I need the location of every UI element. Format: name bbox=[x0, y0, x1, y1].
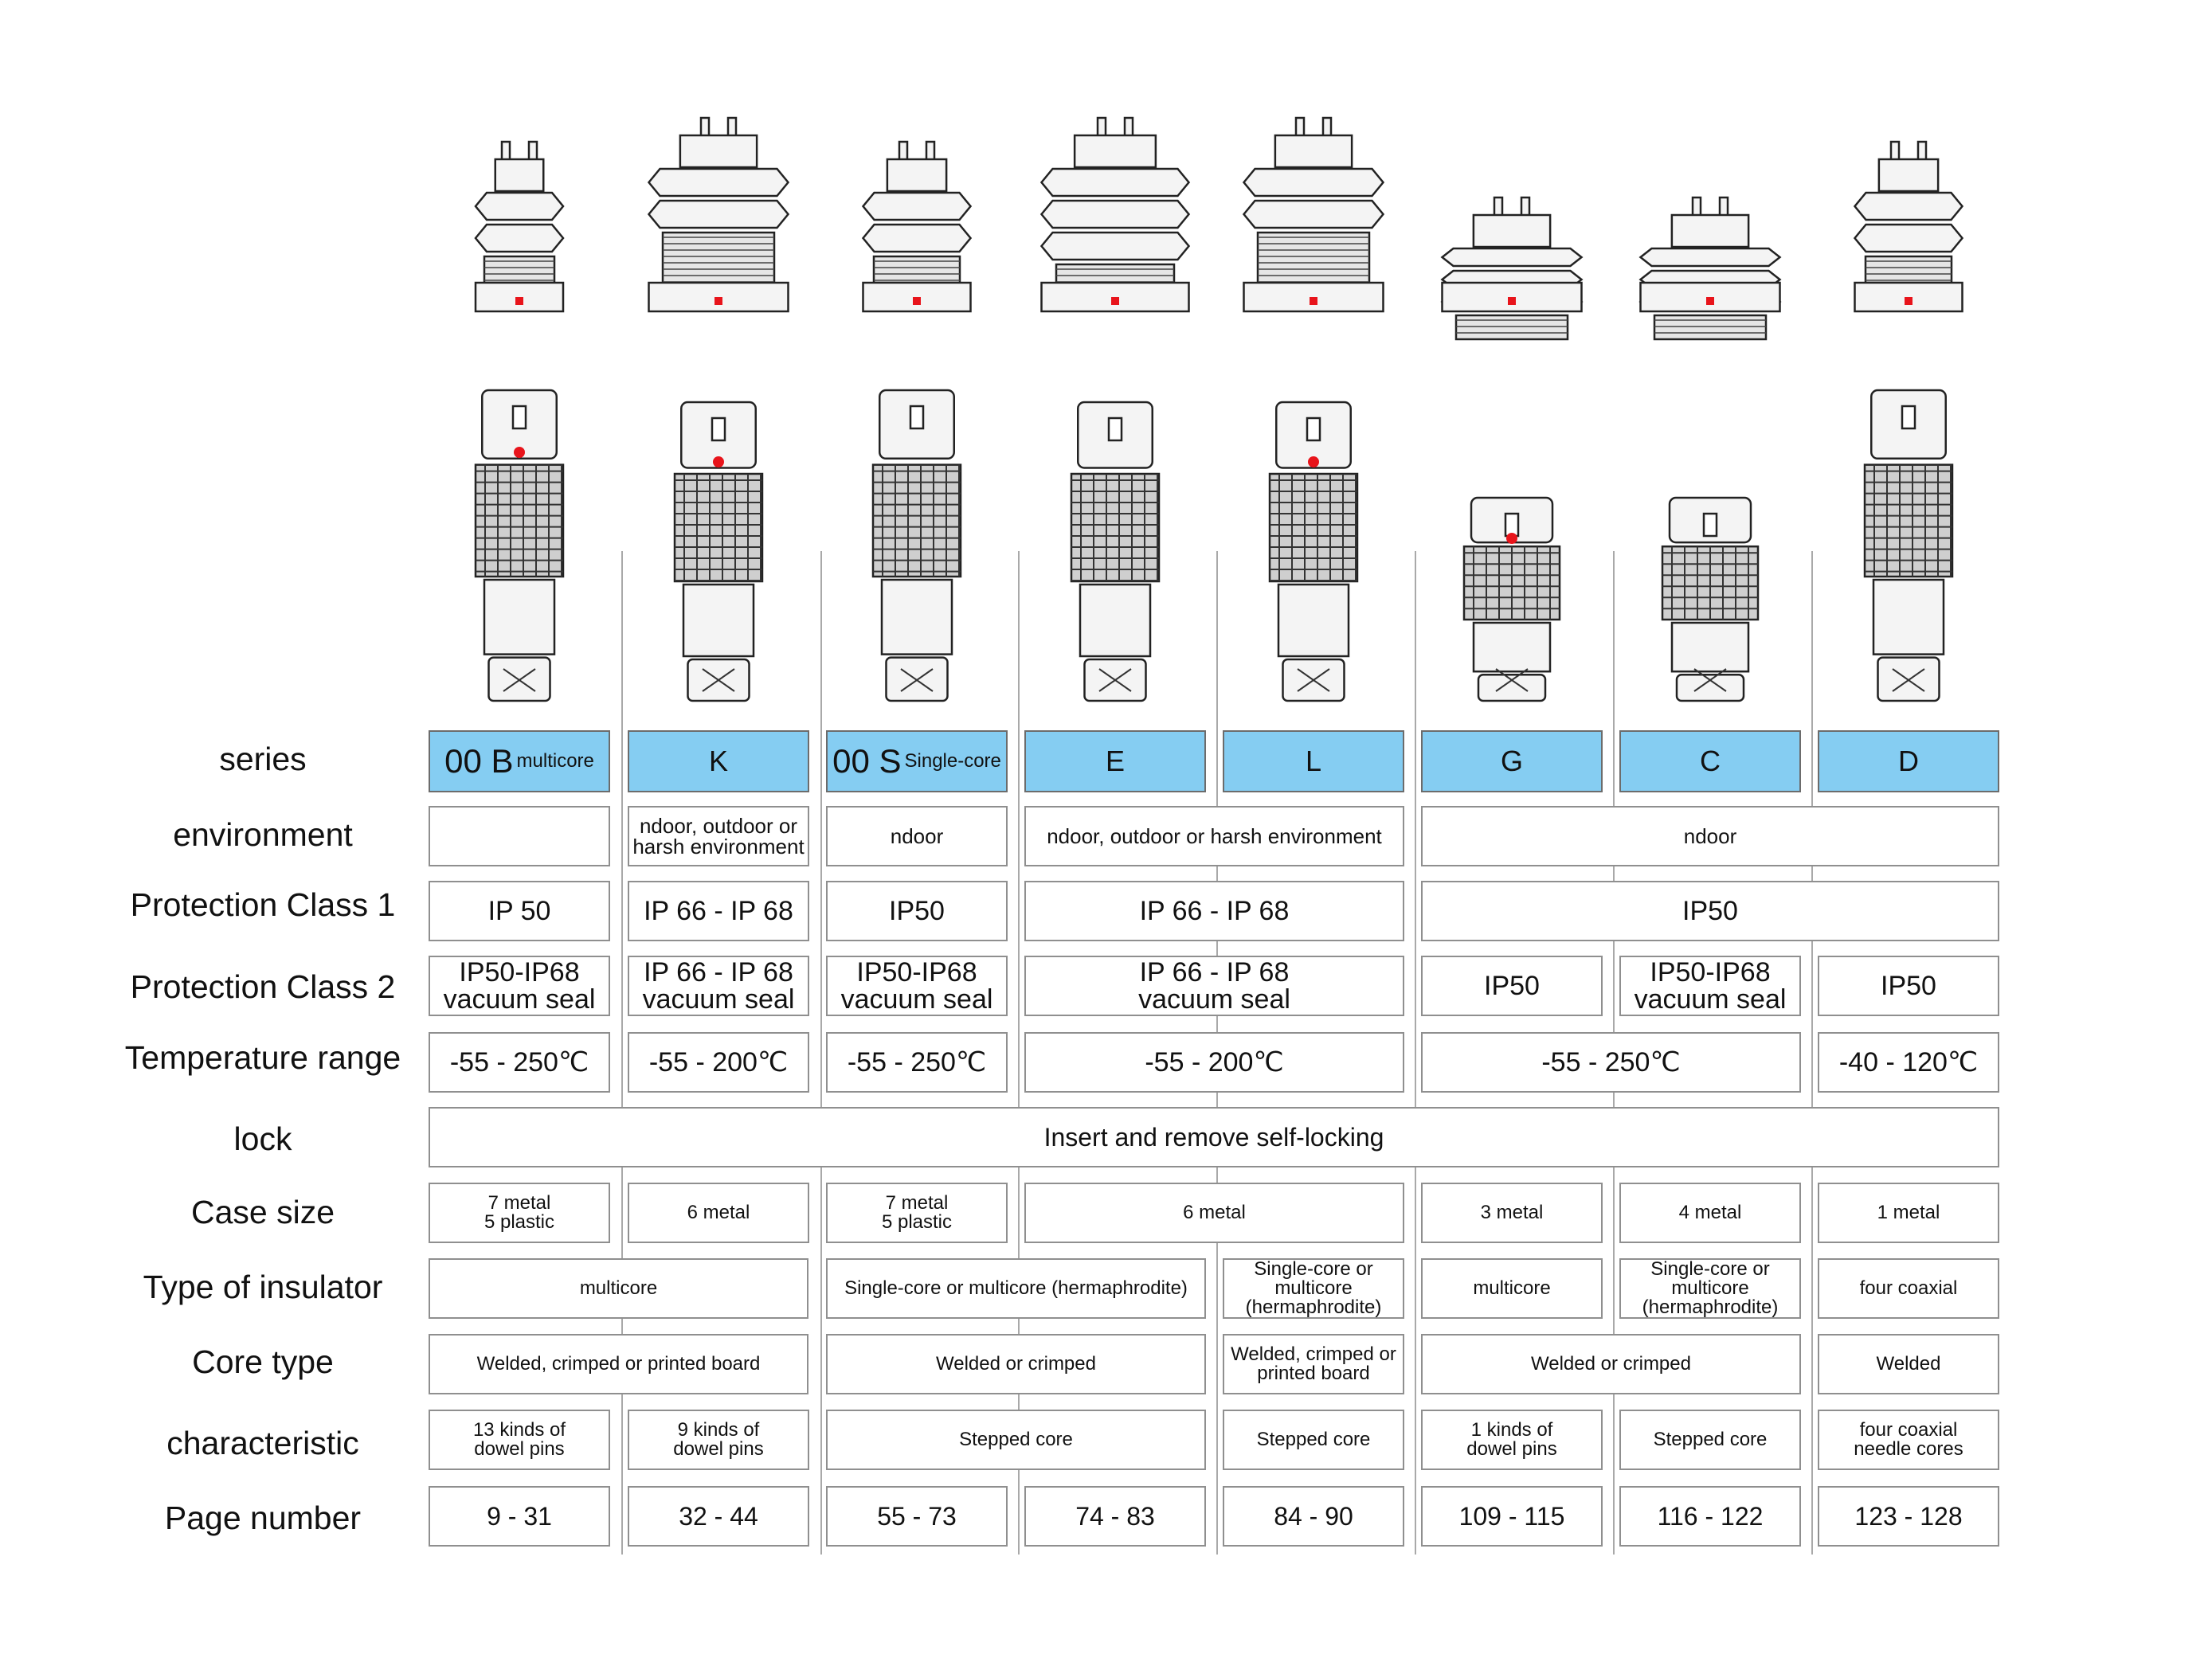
core-type-cell: Welded, crimped or printed board bbox=[429, 1334, 808, 1394]
latch-window-icon bbox=[1902, 406, 1915, 428]
core-type-cell: Welded or crimped bbox=[826, 1334, 1206, 1394]
core-type-cell: Welded bbox=[1818, 1334, 1999, 1394]
row-label-type-of-insulator: Type of insulator bbox=[143, 1269, 383, 1305]
protection-class-1-cell: IP 66 - IP 68 bbox=[1024, 881, 1404, 941]
red-dot-icon bbox=[713, 456, 724, 467]
series-code: G bbox=[1500, 745, 1523, 777]
page-number-cell: 32 - 44 bbox=[628, 1486, 809, 1547]
series-cell-l bbox=[1223, 730, 1404, 792]
socket-cap-icon bbox=[1672, 215, 1748, 247]
socket-cap-icon bbox=[1075, 135, 1156, 167]
temperature-range-cell: -55 - 200℃ bbox=[1024, 1032, 1404, 1093]
environment-cell: ndoor bbox=[1421, 806, 1999, 866]
page-number-cell: 74 - 83 bbox=[1024, 1486, 1206, 1547]
temperature-range-cell: -55 - 200℃ bbox=[628, 1032, 809, 1093]
red-dot-icon bbox=[714, 297, 722, 305]
characteristic-cell: Stepped core bbox=[1223, 1410, 1404, 1470]
socket-nut-icon bbox=[1042, 233, 1189, 260]
socket-cap-icon bbox=[495, 159, 544, 191]
socket-nut-icon bbox=[1042, 201, 1189, 228]
series-code: E bbox=[1105, 745, 1125, 777]
plug-body-icon bbox=[1278, 585, 1349, 656]
case-size-cell: 7 metal 5 plastic bbox=[429, 1183, 610, 1243]
series-subtype: multicore bbox=[516, 750, 594, 772]
plug-tail-icon bbox=[1677, 675, 1744, 701]
socket-cap-icon bbox=[1275, 135, 1352, 167]
page-number-cell: 116 - 122 bbox=[1619, 1486, 1801, 1547]
temperature-range-cell: -40 - 120℃ bbox=[1818, 1032, 1999, 1093]
row-label-case-size: Case size bbox=[190, 1194, 335, 1230]
series-code: 00 S bbox=[832, 742, 902, 780]
latch-window-icon bbox=[1505, 514, 1518, 536]
latch-window-icon bbox=[513, 406, 526, 428]
environment-cell bbox=[429, 806, 610, 866]
page-number-cell: 84 - 90 bbox=[1223, 1486, 1404, 1547]
protection-class-1-cell: IP 50 bbox=[429, 881, 610, 941]
temperature-range-cell: -55 - 250℃ bbox=[1421, 1032, 1801, 1093]
plug-body-icon bbox=[1672, 623, 1748, 671]
case-size-cell: 6 metal bbox=[1024, 1183, 1404, 1243]
latch-window-icon bbox=[1307, 418, 1320, 440]
plug-body-icon bbox=[1080, 585, 1150, 656]
red-dot-icon bbox=[1508, 297, 1516, 305]
row-label-environment: environment bbox=[173, 816, 353, 853]
case-size-cell: 3 metal bbox=[1421, 1183, 1603, 1243]
red-dot-icon bbox=[514, 447, 525, 458]
protection-class-2-cell: IP 66 - IP 68 vacuum seal bbox=[628, 956, 809, 1016]
case-size-cell: 6 metal bbox=[628, 1183, 809, 1243]
page-number-cell: 9 - 31 bbox=[429, 1486, 610, 1547]
characteristic-cell: Stepped core bbox=[1619, 1410, 1801, 1470]
insulator-cell: four coaxial bbox=[1818, 1258, 1999, 1319]
series-code: L bbox=[1305, 745, 1322, 777]
red-dot-icon bbox=[1706, 297, 1714, 305]
characteristic-cell: 13 kinds of dowel pins bbox=[429, 1410, 610, 1470]
plug-body-icon bbox=[1873, 580, 1944, 655]
page-number-cell: 55 - 73 bbox=[826, 1486, 1008, 1547]
protection-class-1-cell: IP50 bbox=[826, 881, 1008, 941]
case-size-cell: 1 metal bbox=[1818, 1183, 1999, 1243]
characteristic-cell: 1 kinds of dowel pins bbox=[1421, 1410, 1603, 1470]
environment-cell: ndoor, outdoor or harsh environment bbox=[628, 806, 809, 866]
red-dot-icon bbox=[1905, 297, 1912, 305]
core-type-cell: Welded, crimped or printed board bbox=[1223, 1334, 1404, 1394]
socket-nut-icon bbox=[476, 225, 563, 252]
temperature-range-cell: -55 - 250℃ bbox=[826, 1032, 1008, 1093]
socket-cap-icon bbox=[1474, 215, 1550, 247]
series-cell-g bbox=[1421, 730, 1603, 792]
socket-cap-icon bbox=[1879, 159, 1938, 191]
series-cell-c bbox=[1619, 730, 1801, 792]
temperature-range-cell: -55 - 250℃ bbox=[429, 1032, 610, 1093]
socket-thread-icon bbox=[1866, 256, 1952, 283]
protection-class-1-cell: IP 66 - IP 68 bbox=[628, 881, 809, 941]
plug-body-icon bbox=[882, 580, 952, 655]
socket-nut-icon bbox=[863, 193, 971, 220]
characteristic-cell: Stepped core bbox=[826, 1410, 1206, 1470]
series-code: C bbox=[1700, 745, 1721, 777]
case-size-cell: 4 metal bbox=[1619, 1183, 1801, 1243]
protection-class-2-cell: IP50-IP68 vacuum seal bbox=[826, 956, 1008, 1016]
socket-thread-icon bbox=[1456, 315, 1568, 339]
row-label-lock: lock bbox=[233, 1120, 292, 1157]
series-cell-k bbox=[628, 730, 809, 792]
plug-tail-icon bbox=[1478, 675, 1545, 701]
series-code: K bbox=[708, 745, 728, 777]
socket-nut-icon bbox=[1855, 193, 1963, 220]
red-dot-icon bbox=[515, 297, 523, 305]
insulator-cell: Single-core or multicore (hermaphrodite) bbox=[826, 1258, 1206, 1319]
latch-window-icon bbox=[1704, 514, 1717, 536]
red-dot-icon bbox=[1506, 533, 1517, 544]
series-cell-00b bbox=[429, 730, 610, 792]
plug-grip-icon bbox=[1270, 474, 1357, 581]
row-label-temperature-range: Temperature range bbox=[124, 1039, 401, 1076]
socket-nut-icon bbox=[476, 193, 563, 220]
latch-window-icon bbox=[1109, 418, 1122, 440]
environment-cell: ndoor bbox=[826, 806, 1008, 866]
row-label-series: series bbox=[219, 741, 307, 777]
connector-illustrations bbox=[0, 0, 2212, 717]
socket-nut-icon bbox=[863, 225, 971, 252]
socket-nut-icon bbox=[1042, 169, 1189, 196]
protection-class-2-cell: IP50-IP68 vacuum seal bbox=[429, 956, 610, 1016]
socket-nut-icon bbox=[1855, 225, 1963, 252]
socket-nut-icon bbox=[1443, 248, 1582, 266]
insulator-cell: Single-core or multicore (hermaphrodite) bbox=[1223, 1258, 1404, 1319]
socket-nut-icon bbox=[1641, 248, 1780, 266]
socket-cap-icon bbox=[680, 135, 757, 167]
insulator-cell: multicore bbox=[429, 1258, 808, 1319]
socket-nut-icon bbox=[649, 201, 789, 228]
insulator-cell: Single-core or multicore (hermaphrodite) bbox=[1619, 1258, 1801, 1319]
socket-nut-icon bbox=[1244, 169, 1384, 196]
page-number-cell: 123 - 128 bbox=[1818, 1486, 1999, 1547]
protection-class-2-cell: IP50 bbox=[1421, 956, 1603, 1016]
row-label-protection-class-1: Protection Class 1 bbox=[130, 886, 396, 923]
socket-nut-icon bbox=[649, 169, 789, 196]
red-dot-icon bbox=[1310, 297, 1317, 305]
row-label-protection-class-2: Protection Class 2 bbox=[130, 968, 396, 1005]
plug-body-icon bbox=[683, 585, 754, 656]
lock-cell: Insert and remove self-locking bbox=[429, 1107, 1999, 1167]
characteristic-cell: 9 kinds of dowel pins bbox=[628, 1410, 809, 1470]
socket-thread-icon bbox=[484, 256, 554, 283]
series-cell-d bbox=[1818, 730, 1999, 792]
protection-class-2-cell: IP50 bbox=[1818, 956, 1999, 1016]
red-dot-icon bbox=[1308, 456, 1319, 467]
socket-thread-icon bbox=[1654, 315, 1766, 339]
plug-grip-icon bbox=[1071, 474, 1159, 581]
series-subtype: Single-core bbox=[904, 750, 1001, 772]
series-cell-00s bbox=[826, 730, 1008, 792]
series-cell-e bbox=[1024, 730, 1206, 792]
row-label-page-number: Page number bbox=[164, 1500, 362, 1536]
protection-class-2-cell: IP50-IP68 vacuum seal bbox=[1619, 956, 1801, 1016]
series-code: D bbox=[1898, 745, 1919, 777]
red-dot-icon bbox=[1111, 297, 1119, 305]
red-dot-icon bbox=[913, 297, 921, 305]
plug-grip-icon bbox=[675, 474, 762, 581]
core-type-cell: Welded or crimped bbox=[1421, 1334, 1801, 1394]
plug-body-icon bbox=[1474, 623, 1550, 671]
row-label-core-type: Core type bbox=[192, 1343, 334, 1380]
row-label-characteristic: characteristic bbox=[166, 1425, 359, 1461]
characteristic-cell: four coaxial needle cores bbox=[1818, 1410, 1999, 1470]
series-code: 00 B bbox=[444, 742, 514, 780]
socket-nut-icon bbox=[1244, 201, 1384, 228]
environment-cell: ndoor, outdoor or harsh environment bbox=[1024, 806, 1404, 866]
plug-body-icon bbox=[484, 580, 554, 655]
latch-window-icon bbox=[712, 418, 725, 440]
latch-window-icon bbox=[910, 406, 923, 428]
case-size-cell: 7 metal 5 plastic bbox=[826, 1183, 1008, 1243]
socket-thread-icon bbox=[874, 256, 960, 283]
insulator-cell: multicore bbox=[1421, 1258, 1603, 1319]
socket-cap-icon bbox=[887, 159, 946, 191]
protection-class-1-cell: IP50 bbox=[1421, 881, 1999, 941]
page-number-cell: 109 - 115 bbox=[1421, 1486, 1603, 1547]
protection-class-2-cell: IP 66 - IP 68 vacuum seal bbox=[1024, 956, 1404, 1016]
